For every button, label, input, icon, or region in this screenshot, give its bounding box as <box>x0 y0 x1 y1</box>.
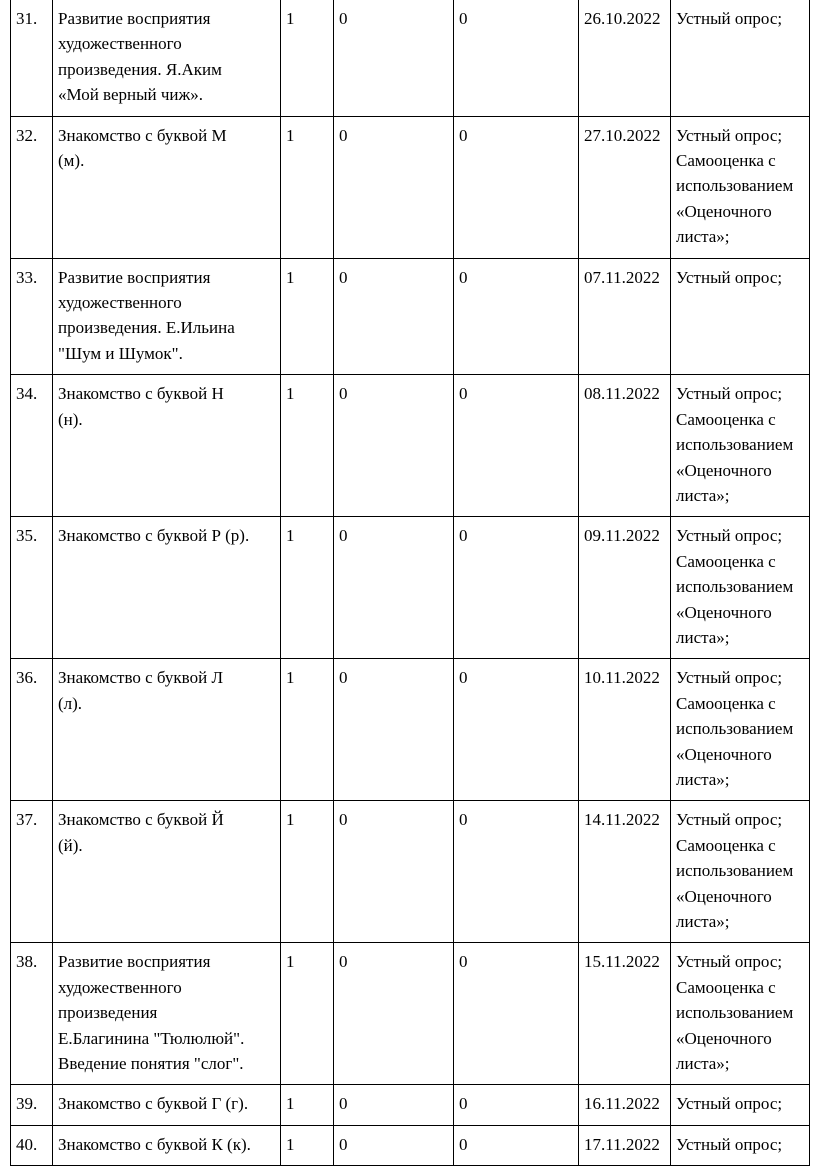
assessment-form-line: Самооценка с <box>676 835 776 855</box>
lesson-topic-line: Развитие восприятия <box>58 9 211 28</box>
total-hours-cell: 1 <box>281 1125 334 1165</box>
total-hours-cell: 1 <box>281 517 334 659</box>
assessment-form-line: Самооценка с <box>676 693 776 713</box>
total-hours-cell: 1 <box>281 375 334 517</box>
assessment-form-line: Устный опрос; <box>676 384 783 404</box>
lesson-topic-line: Знакомство с буквой Р (р). <box>58 526 250 546</box>
assessment-form-line: Устный опрос; <box>676 526 783 546</box>
lesson-topic-line: Введение понятия "слог". <box>58 1054 244 1074</box>
assessment-form-line: Самооценка с <box>676 977 776 997</box>
assessment-forms-cell <box>671 258 810 375</box>
practical-works-cell: 0 <box>454 258 579 375</box>
control-works-cell: 0 <box>334 1125 454 1165</box>
assessment-form-line: листа»; <box>676 1054 730 1074</box>
assessment-forms-cell <box>671 517 810 659</box>
lesson-topic-line: художественного <box>58 293 182 313</box>
lesson-number-cell: 32. <box>11 116 53 258</box>
table-row <box>11 659 810 801</box>
assessment-form-line: использованием <box>676 435 794 455</box>
lesson-date-cell: 15.11.2022 <box>579 943 671 1085</box>
assessment-form-line: «Оценочного <box>676 744 772 764</box>
lesson-topic-line: Знакомство с буквой Л <box>58 668 223 688</box>
lesson-date-cell: 17.11.2022 <box>579 1125 671 1165</box>
lesson-topic-cell <box>53 258 281 375</box>
assessment-forms-cell <box>671 801 810 943</box>
total-hours-cell: 1 <box>281 801 334 943</box>
lesson-topic-line: художественного <box>58 34 182 54</box>
assessment-forms-cell <box>671 659 810 801</box>
lesson-date-cell: 26.10.2022 <box>579 0 671 116</box>
assessment-form-line: «Оценочного <box>676 602 772 622</box>
control-works-cell: 0 <box>334 517 454 659</box>
table-row <box>11 116 810 258</box>
lesson-topic-line: Знакомство с буквой Й <box>58 810 224 830</box>
lesson-topic-line: художественного <box>58 977 182 997</box>
lesson-topic-line: "Шум и Шумок". <box>58 343 183 363</box>
lesson-topic-line: (л). <box>58 693 83 713</box>
lesson-date-cell: 09.11.2022 <box>579 517 671 659</box>
practical-works-cell: 0 <box>454 116 579 258</box>
lesson-topic-cell <box>53 0 281 116</box>
assessment-form-line: использованием <box>676 861 794 881</box>
table-row <box>11 0 810 116</box>
lesson-number-cell: 38. <box>11 943 53 1085</box>
lesson-date-cell: 07.11.2022 <box>579 258 671 375</box>
lesson-topic-cell <box>53 517 281 659</box>
assessment-form-line: листа»; <box>676 912 730 931</box>
lesson-number-cell: 34. <box>11 375 53 517</box>
practical-works-cell: 0 <box>454 375 579 517</box>
assessment-form-line: Самооценка с <box>676 409 776 429</box>
lesson-number-cell: 35. <box>11 517 53 659</box>
practical-works-cell: 0 <box>454 517 579 659</box>
assessment-form-line: «Оценочного <box>676 201 772 221</box>
lesson-plan-table <box>10 0 810 1166</box>
assessment-forms-cell <box>671 943 810 1085</box>
lesson-topic-line: Е.Благинина "Тюлюлюй". <box>58 1028 245 1048</box>
practical-works-cell: 0 <box>454 943 579 1085</box>
practical-works-cell: 0 <box>454 1125 579 1165</box>
control-works-cell: 0 <box>334 1085 454 1125</box>
assessment-form-line: листа»; <box>676 227 730 247</box>
assessment-form-line: листа»; <box>676 627 730 647</box>
control-works-cell: 0 <box>334 116 454 258</box>
lesson-topic-line: произведения. Е.Ильина <box>58 318 235 338</box>
assessment-form-line: Самооценка с <box>676 151 776 171</box>
lesson-number-cell: 36. <box>11 659 53 801</box>
practical-works-cell: 0 <box>454 659 579 801</box>
practical-works-cell: 0 <box>454 0 579 116</box>
total-hours-cell: 1 <box>281 1085 334 1125</box>
lesson-topic-cell <box>53 116 281 258</box>
lesson-topic-line: Знакомство с буквой М <box>58 125 227 145</box>
assessment-form-line: листа»; <box>676 769 730 789</box>
assessment-form-line: Устный опрос; <box>676 125 783 145</box>
lesson-date-cell: 16.11.2022 <box>579 1085 671 1125</box>
practical-works-cell: 0 <box>454 801 579 943</box>
lesson-topic-cell <box>53 801 281 943</box>
table-row <box>11 1085 810 1125</box>
lesson-topic-line: «Мой верный чиж». <box>58 85 204 105</box>
assessment-form-line: Устный опрос; <box>676 267 783 287</box>
lesson-topic-line: Знакомство с буквой Г (г). <box>58 1094 249 1114</box>
assessment-forms-cell <box>671 116 810 258</box>
lesson-topic-cell <box>53 1125 281 1165</box>
assessment-form-line: использованием <box>676 577 794 597</box>
control-works-cell: 0 <box>334 659 454 801</box>
lesson-topic-cell <box>53 375 281 517</box>
lesson-plan-body <box>11 0 810 1166</box>
total-hours-cell: 1 <box>281 116 334 258</box>
lesson-number-cell: 40. <box>11 1125 53 1165</box>
lesson-topic-cell <box>53 943 281 1085</box>
total-hours-cell: 1 <box>281 258 334 375</box>
assessment-form-line: использованием <box>676 719 794 739</box>
assessment-form-line: Устный опрос; <box>676 668 783 688</box>
table-row <box>11 517 810 659</box>
total-hours-cell: 1 <box>281 659 334 801</box>
assessment-form-line: Самооценка с <box>676 551 776 571</box>
table-row <box>11 258 810 375</box>
lesson-topic-line: (м). <box>58 151 85 171</box>
lesson-date-cell: 08.11.2022 <box>579 375 671 517</box>
table-row <box>11 1125 810 1165</box>
assessment-forms-cell <box>671 375 810 517</box>
table-row <box>11 375 810 517</box>
total-hours-cell: 1 <box>281 943 334 1085</box>
lesson-topic-line: Развитие восприятия <box>58 952 211 972</box>
assessment-form-line: листа»; <box>676 485 730 505</box>
lesson-topic-cell <box>53 659 281 801</box>
assessment-form-line: Устный опрос; <box>676 810 783 830</box>
assessment-form-line: «Оценочного <box>676 460 772 480</box>
table-row <box>11 801 810 943</box>
lesson-number-cell: 39. <box>11 1085 53 1125</box>
assessment-forms-cell <box>671 1125 810 1165</box>
lesson-topic-line: Знакомство с буквой К (к). <box>58 1134 251 1154</box>
lesson-topic-line: (й). <box>58 835 83 855</box>
assessment-form-line: «Оценочного <box>676 1028 772 1048</box>
control-works-cell: 0 <box>334 943 454 1085</box>
assessment-forms-cell <box>671 0 810 116</box>
lesson-topic-cell <box>53 1085 281 1125</box>
control-works-cell: 0 <box>334 801 454 943</box>
lesson-topic-line: (н). <box>58 409 83 429</box>
control-works-cell: 0 <box>334 375 454 517</box>
assessment-form-line: «Оценочного <box>676 886 772 906</box>
lesson-topic-line: Знакомство с буквой Н <box>58 384 224 404</box>
assessment-forms-cell <box>671 1085 810 1125</box>
assessment-form-line: Устный опрос; <box>676 9 783 28</box>
lesson-date-cell: 14.11.2022 <box>579 801 671 943</box>
lesson-number-cell: 31. <box>11 0 53 116</box>
control-works-cell: 0 <box>334 0 454 116</box>
table-row <box>11 943 810 1085</box>
total-hours-cell: 1 <box>281 0 334 116</box>
lesson-date-cell: 27.10.2022 <box>579 116 671 258</box>
lesson-number-cell: 33. <box>11 258 53 375</box>
lesson-number-cell: 37. <box>11 801 53 943</box>
assessment-form-line: Устный опрос; <box>676 952 783 972</box>
lesson-topic-line: произведения <box>58 1003 158 1023</box>
assessment-form-line: использованием <box>676 1003 794 1023</box>
lesson-date-cell: 10.11.2022 <box>579 659 671 801</box>
control-works-cell: 0 <box>334 258 454 375</box>
assessment-form-line: Устный опрос; <box>676 1094 783 1114</box>
lesson-topic-line: Развитие восприятия <box>58 267 211 287</box>
assessment-form-line: использованием <box>676 176 794 196</box>
practical-works-cell: 0 <box>454 1085 579 1125</box>
lesson-topic-line: произведения. Я.Аким <box>58 59 222 79</box>
assessment-form-line: Устный опрос; <box>676 1134 783 1154</box>
